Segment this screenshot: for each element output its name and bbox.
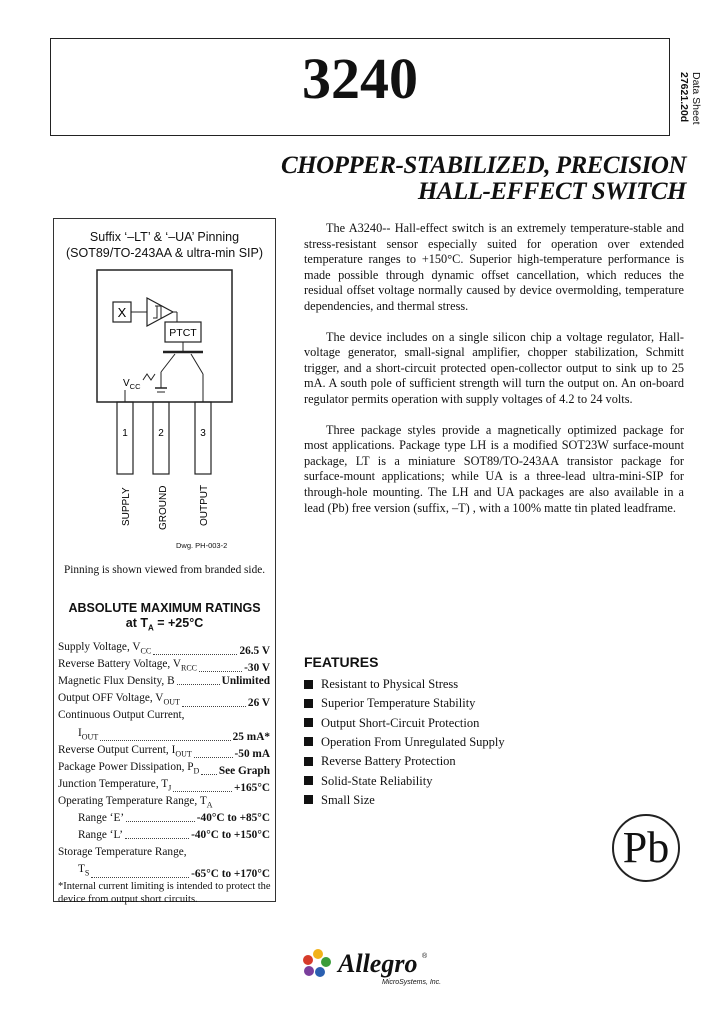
hall-element-label: X — [117, 305, 127, 320]
ratings-title: ABSOLUTE MAXIMUM RATINGS — [68, 601, 261, 615]
rating-row — [58, 845, 270, 859]
rating-value: -30 V — [244, 662, 270, 675]
pin-number-3: 3 — [200, 428, 206, 439]
rating-value: Unlimited — [221, 675, 270, 688]
headline-line-1: CHOPPER-STABILIZED, PRECISION — [280, 152, 686, 179]
feature-text: Output Short-Circuit Protection — [321, 715, 480, 730]
rating-label: Range ‘E’ — [78, 812, 125, 824]
rating-row — [58, 794, 270, 812]
rating-label: Reverse Battery Voltage, $V_{RCC}$ — [58, 658, 198, 673]
lead-free-mark-text: Pb — [622, 823, 670, 872]
part-number: 3240 — [302, 46, 418, 111]
ratings-subtitle: at $T_A = +25^\circ C$ — [125, 616, 204, 633]
feature-item — [304, 715, 479, 731]
leader-dots — [199, 670, 242, 672]
rating-row — [58, 657, 270, 675]
rating-row — [58, 743, 270, 761]
allegro-logo — [296, 942, 476, 997]
leader-dots — [100, 739, 230, 741]
rating-row — [58, 640, 270, 658]
allegro-logo-subtitle: MicroSystems, Inc. — [382, 979, 442, 986]
rating-label: Magnetic Flux Density, B — [58, 675, 175, 688]
rating-value: -65°C to +170°C — [191, 867, 270, 880]
feature-text: Resistant to Physical Stress — [321, 677, 459, 691]
feature-item — [304, 695, 475, 711]
rating-label: Reverse Output Current, $I_{OUT}$ — [58, 743, 192, 758]
square-bullet-icon — [304, 718, 313, 727]
leader-dots — [91, 876, 189, 878]
features-title: FEATURES — [304, 654, 379, 670]
feature-text: Small Size — [321, 792, 375, 807]
pinning-note: Pinning is shown viewed from branded side. — [63, 564, 266, 576]
rating-row — [58, 811, 270, 825]
leader-dots — [173, 790, 232, 792]
rating-row — [58, 691, 270, 709]
square-bullet-icon — [304, 795, 313, 804]
data-sheet-id — [666, 38, 706, 138]
rating-label: Continuous Output Current, — [58, 709, 185, 722]
rating-value: -50 mA — [234, 747, 270, 760]
rating-label: Operating Temperature Range, $T_A$ — [58, 794, 213, 810]
pin-name-ground: GROUND — [158, 485, 169, 530]
pinning-subtitle: (SOT89/TO-243AA & ultra-min SIP) — [65, 246, 264, 260]
feature-item — [304, 676, 458, 692]
feature-text: Reverse Battery Protection — [321, 754, 456, 769]
rating-value: -40°C to +85°C — [196, 812, 270, 824]
rating-row — [58, 777, 270, 795]
pinning-diagram — [95, 268, 245, 543]
feature-item — [304, 753, 456, 769]
registered-mark: ® — [422, 953, 428, 960]
rating-value: See Graph — [218, 764, 270, 777]
rating-row — [58, 726, 270, 744]
ptct-label: PTCT — [169, 327, 197, 339]
square-bullet-icon — [304, 776, 313, 785]
feature-item — [304, 773, 432, 789]
rating-value: -40°C to +150°C — [191, 829, 270, 842]
feature-text: Solid-State Reliability — [321, 773, 433, 788]
description — [304, 221, 684, 516]
description-paragraph-3: Three package styles provide a magnetically optimized package for most applications. Package type LH is a modified SOT23W surface-mount package, LT is a miniature SOT89/TO-243AA transistor package for surface-mount applications; while UA is a three-lead ultra-mini-SIP for through-hole mounting. The LH and UA packages are also available in a lead (Pb) free version (suffix, –T) , with a 100% matte tin plated leadframe. — [304, 422, 684, 515]
pin-number-1: 1 — [122, 428, 128, 439]
pin-name-output: OUTPUT — [199, 484, 210, 526]
leader-dots — [177, 683, 220, 685]
rating-label: Junction Temperature, $T_J$ — [58, 777, 172, 793]
drawing-number: Dwg. PH-003-2 — [176, 541, 228, 550]
leader-dots — [194, 756, 233, 758]
rating-row — [58, 862, 270, 880]
leader-dots — [126, 820, 195, 822]
rating-value: +165°C — [233, 782, 270, 795]
rating-label: Supply Voltage, $V_{CC}$ — [58, 641, 152, 656]
vcc-label: $V_{CC}$ — [123, 378, 141, 391]
leader-dots — [201, 773, 217, 775]
rating-value: 26.5 V — [239, 645, 270, 658]
rating-label: Range ‘L’ — [78, 829, 124, 842]
side-label-data-sheet: Data Sheet — [690, 72, 702, 125]
leader-dots — [182, 705, 246, 707]
square-bullet-icon — [304, 680, 313, 689]
rating-label: Output OFF Voltage, $V_{OUT}$ — [58, 692, 180, 707]
rating-value: 25 mA* — [232, 730, 270, 743]
description-paragraph-2: The device includes on a single silicon chip a voltage regulator, Hall-voltage generator, small-signal amplifier, chopper stabilization, Schmitt trigger, and a short-circuit protected open-collector output to sink up to 25 mA. A south pole of sufficient strength will turn the output on. An on-board regulator permits operation with supply voltages of 4.2 to 24 volts. — [304, 329, 684, 406]
feature-item — [304, 792, 375, 808]
allegro-logo-icon — [300, 948, 332, 980]
square-bullet-icon — [304, 699, 313, 708]
rating-label: Storage Temperature Range, — [58, 846, 187, 859]
pinning-title: Suffix ‘–LT’ & ‘–UA’ Pinning — [89, 230, 240, 244]
leader-dots — [125, 837, 189, 839]
rating-row — [58, 674, 270, 688]
square-bullet-icon — [304, 757, 313, 766]
rating-row — [58, 828, 270, 842]
pin-number-2: 2 — [158, 428, 164, 439]
rating-label: $T_S$ — [78, 863, 90, 878]
rating-value: 26 V — [247, 696, 270, 709]
allegro-logo-wordmark: Allegro — [338, 949, 418, 978]
feature-item — [304, 734, 505, 750]
leader-dots — [153, 653, 237, 655]
feature-text: Operation From Unregulated Supply — [321, 734, 505, 749]
rating-label: Package Power Dissipation, $P_D$ — [58, 760, 200, 775]
rating-row — [58, 760, 270, 778]
headline-line-2: HALL-EFFECT SWITCH — [417, 178, 686, 205]
ratings-footnote: *Internal current limiting is intended to protect the device from output short circuits. — [58, 881, 271, 905]
pin-name-supply: SUPPLY — [121, 487, 132, 526]
description-paragraph-1: The A3240-- Hall-effect switch is an extremely temperature-stable and stress-resistant sensor especially suited for operation over extended temperature ranges to +150°C. Superior high-temperature performance is made possible through dynamic offset cancellation, which reduces the residual offset voltage normally caused by device overmolding, temperature dependencies, and thermal stress. — [304, 221, 684, 313]
rating-label: $I_{OUT}$ — [78, 726, 99, 741]
rating-row — [58, 708, 270, 722]
square-bullet-icon — [304, 737, 313, 746]
feature-text: Superior Temperature Stability — [321, 696, 476, 711]
side-label-doc-number: 27621.20d — [678, 72, 690, 123]
